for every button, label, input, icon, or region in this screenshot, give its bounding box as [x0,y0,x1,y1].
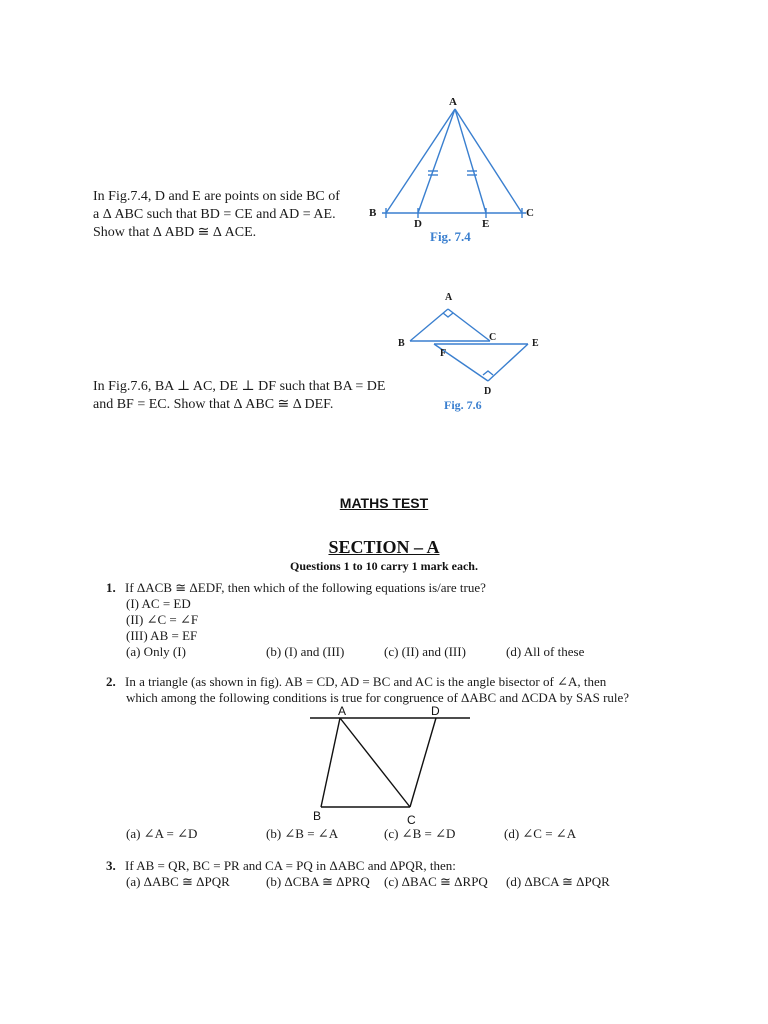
option-b[interactable]: (b) ∠B = ∠A [266,826,339,841]
vertex-label-a: A [445,292,453,303]
problem-line: In Fig.7.6, BA ⊥ AC, DE ⊥ DF such that BA = DE [93,379,386,394]
question-stem [106,858,706,874]
option-d[interactable]: (d) ∠C = ∠A [504,826,577,841]
question-number: 1. [106,580,116,595]
vertex-label-f: F [440,348,447,359]
option-b[interactable]: (b) (I) and (III) [266,644,345,659]
test-title: MATHS TEST [339,495,429,511]
vertex-label-b: B [398,338,405,349]
vertex-label-e: E [482,218,490,230]
problem-line: In Fig.7.4, D and E are points on side BC of [93,189,340,204]
option-b[interactable]: (b) ΔCBA ≅ ΔPRQ [266,874,370,889]
option-a[interactable]: (a) ∠A = ∠D [126,826,198,841]
section-title: SECTION – A [328,537,440,557]
option-c[interactable]: (c) (II) and (III) [384,644,466,659]
option-c[interactable]: (c) ∠B = ∠D [384,826,456,841]
option-c[interactable]: (c) ΔBAC ≅ ΔRPQ [384,874,488,889]
figure-caption: Fig. 7.6 [444,398,482,412]
question-text: If AB = QR, BC = PR and CA = PQ in ΔABC and ΔPQR, then: [125,858,456,873]
statement: (I) AC = ED [126,596,191,611]
vertex-label-d: D [484,386,492,397]
question-2-options [126,826,576,842]
question-text: which among the following conditions is true for congruence of ΔABC and ΔCDA by SAS rule? [126,690,630,705]
problem-7-4-text [93,188,340,242]
vertex-label-e: E [532,338,539,349]
option-d[interactable]: (d) ΔBCA ≅ ΔPQR [506,874,610,889]
vertex-label-d: D [431,704,440,718]
problem-line: a Δ ABC such that BD = CE and AD = AE. [93,207,336,222]
problem-line: and BF = EC. Show that Δ ABC ≅ Δ DEF. [93,397,334,412]
statement: (II) ∠C = ∠F [126,612,199,627]
option-d[interactable]: (d) All of these [506,644,585,659]
option-a[interactable]: (a) Only (I) [126,644,186,659]
figure-7-4 [360,95,550,255]
vertex-label-a: A [338,704,347,718]
figure-7-6 [392,288,562,418]
problem-line: Show that Δ ABD ≅ Δ ACE. [93,225,257,240]
option-a[interactable]: (a) ΔABC ≅ ΔPQR [126,874,230,889]
question-text: If ΔACB ≅ ΔEDF, then which of the following equations is/are true? [125,580,486,595]
question-3 [106,858,706,890]
vertex-label-a: A [449,96,457,108]
vertex-label-c: C [489,332,497,343]
question-2-figure [300,704,480,828]
vertex-label-c: C [407,813,416,827]
question-text: In a triangle (as shown in fig). AB = CD, AD = BC and AC is the angle bisector of ∠A, then [125,674,607,689]
question-2 [106,674,706,706]
question-stem [106,580,666,596]
statement: (III) AB = EF [126,628,198,643]
vertex-label-b: B [369,207,377,219]
section-subtitle: Questions 1 to 10 carry 1 mark each. [290,559,478,573]
vertex-label-d: D [414,218,422,230]
options-row [126,644,666,660]
question-number: 3. [106,858,116,873]
question-1 [106,580,666,660]
vertex-label-b: B [313,809,322,823]
question-stem [106,674,706,690]
problem-7-6-text [93,378,385,414]
vertex-label-c: C [526,207,534,219]
question-number: 2. [106,674,116,689]
options-row [126,874,706,890]
figure-caption: Fig. 7.4 [430,229,471,244]
